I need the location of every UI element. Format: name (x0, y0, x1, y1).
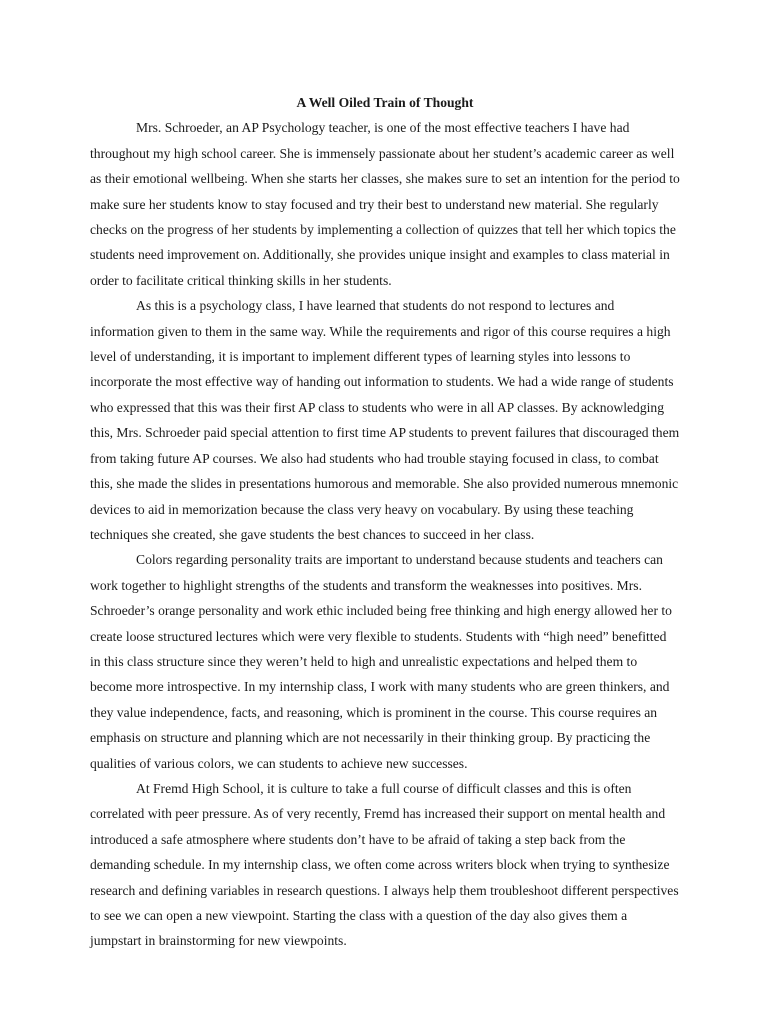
document-body (90, 90, 680, 954)
paragraph-3: Colors regarding personality traits are important to understand because students and teachers can work together to highlight strengths of the students and transform the weaknesses into positives. Mrs. Schroeder’s orange personality and work ethic included being free thinking and high energy allowed her to create loose structured lectures which were very flexible to students. Students with “high need” benefitted in this class structure since they weren’t held to high and unrealistic expectations and helped them to become more introspective. In my internship class, I work with many students who are green thinkers, and they value independence, facts, and reasoning, which is prominent in the course. This course requires an emphasis on structure and planning which are not necessarily in their thinking group. By practicing the qualities of various colors, we can students to achieve new successes. (90, 552, 672, 771)
document-title: A Well Oiled Train of Thought (296, 95, 474, 110)
paragraph-1: Mrs. Schroeder, an AP Psychology teacher, is one of the most effective teachers I have had throughout my high school career. She is immensely passionate about her student’s academic career as well as their emotional wellbeing. When she starts her classes, she makes sure to set an intention for the period to make sure her students know to stay focused and try their best to understand new material. She regularly checks on the progress of her students by implementing a collection of quizzes that tell her which topics the students need improvement on. Additionally, she provides unique insight and examples to class material in order to facilitate critical thinking skills in her students. (90, 120, 680, 288)
paragraph-4: At Fremd High School, it is culture to take a full course of difficult classes and this is often correlated with peer pressure. As of very recently, Fremd has increased their support on mental health and introduced a safe atmosphere where students don’t have to be afraid of taking a step back from the demanding schedule. In my internship class, we often come across writers block when trying to synthesize research and defining variables in research questions. I always help them troubleshoot different perspectives to see we can open a new viewpoint. Starting the class with a question of the day also gives them a jumpstart in brainstorming for new viewpoints. (90, 780, 679, 949)
paragraph-2: As this is a psychology class, I have learned that students do not respond to lectures and information given to them in the same way. While the requirements and rigor of this course requires a high level of understanding, it is important to implement different types of learning styles into lessons to incorporate the most effective way of handing out information to students. We had a wide range of students who expressed that this was their first AP class to students who were in all AP classes. By acknowledging this, Mrs. Schroeder paid special attention to first time AP students to prevent failures that discouraged them from taking future AP courses. We also had students who had trouble staying focused in class, to combat this, she made the slides in presentations humorous and memorable. She also provided numerous mnemonic devices to aid in memorization because the class very heavy on vocabulary. By using these teaching techniques she created, she gave students the best chances to succeed in her class. (90, 298, 680, 542)
